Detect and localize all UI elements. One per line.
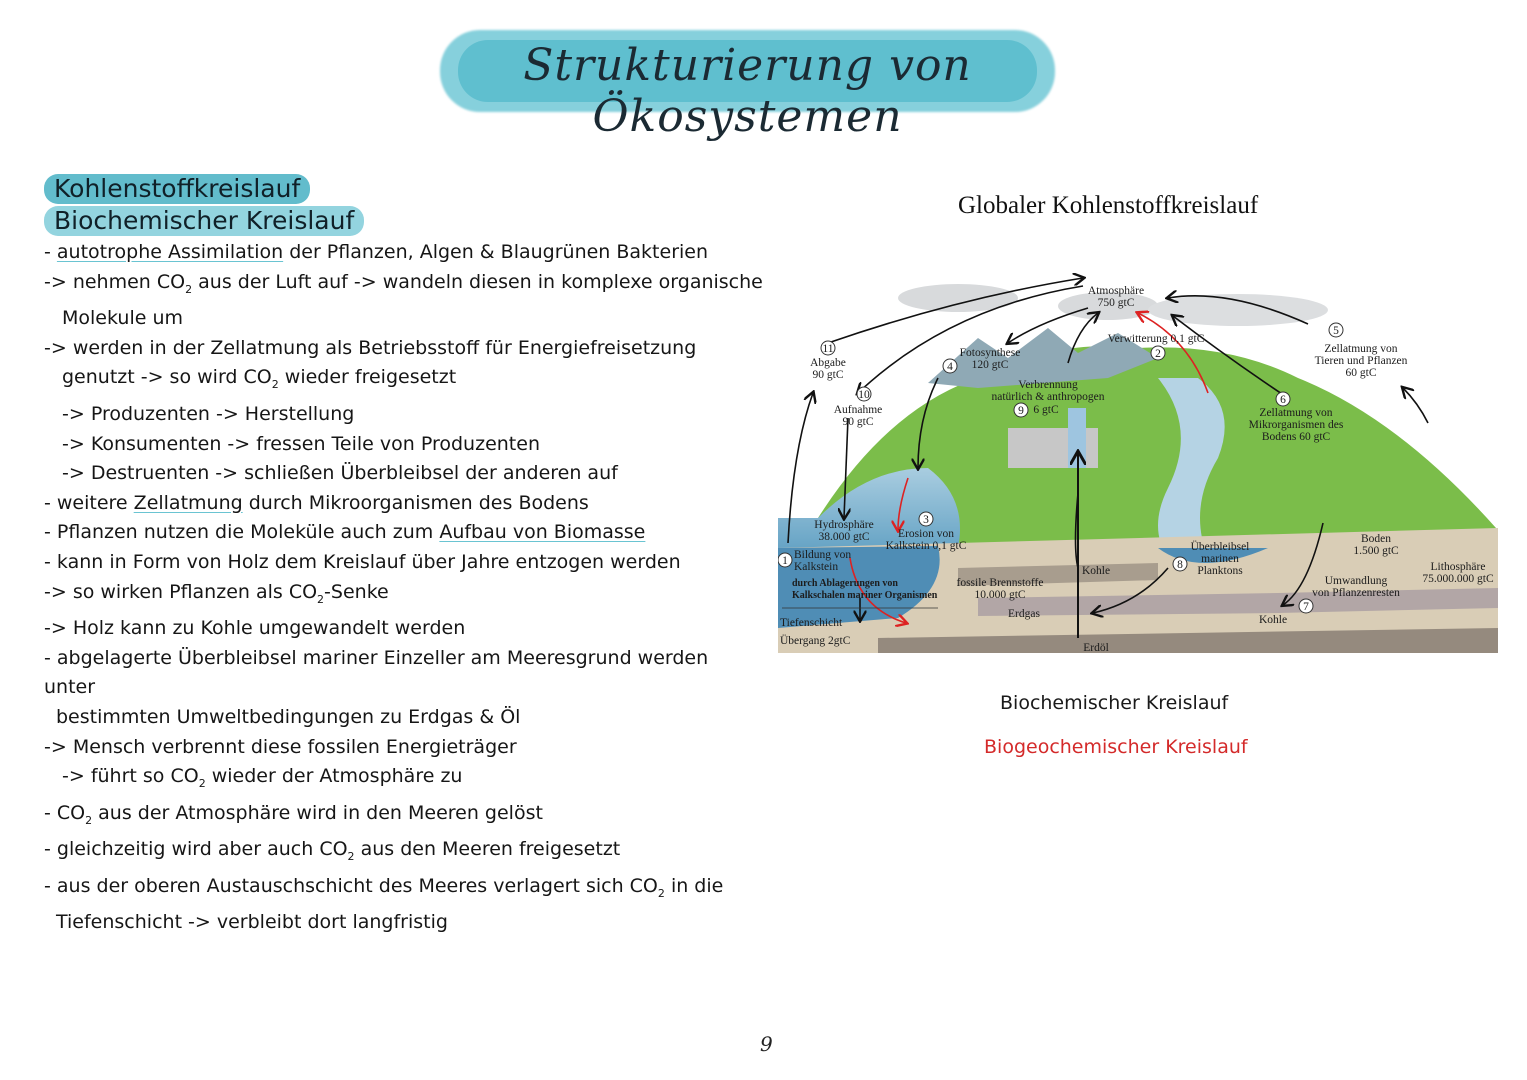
kohle-label: Kohle [1081,565,1111,577]
svg-text:10: 10 [858,389,870,401]
svg-text:8: 8 [1177,559,1183,571]
note-line [44,430,734,460]
svg-text:Planktons: Planktons [1197,565,1243,577]
note-line [44,578,734,615]
svg-text:750 gtC: 750 gtC [1097,297,1135,309]
note-line [44,733,734,763]
svg-text:Überbleibsel: Überbleibsel [1190,541,1250,553]
note-text: -> so wirken Pflanzen als CO [44,580,318,603]
caption-biogeochemical-cycle: Biogeochemischer Kreislauf [984,736,1248,758]
svg-text:Erosion von: Erosion von [898,528,954,540]
note-line [44,304,734,334]
svg-text:Kalkschalen mariner Organismen: Kalkschalen mariner Organismen [792,590,938,601]
carbon-cycle-diagram [778,268,1498,658]
svg-text:Kalkstein: Kalkstein [794,561,839,573]
note-text: aus der Atmosphäre wird in den Meeren gelöst [92,801,543,824]
svg-text:4: 4 [947,361,953,373]
svg-text:Bildung von: Bildung von [794,549,852,561]
svg-text:Atmosphäre: Atmosphäre [1087,285,1145,297]
note-text: in die [664,874,724,897]
note-line [44,334,734,364]
subscript: 2 [85,813,93,827]
svg-text:natürlich & anthropogen: natürlich & anthropogen [991,391,1105,403]
note-text: - [44,241,57,263]
svg-text:Übergang 2gtC: Übergang 2gtC [780,635,851,647]
svg-text:Lithosphäre: Lithosphäre [1430,561,1486,573]
note-line [44,673,734,703]
note-text: wieder der Atmosphäre zu [205,765,463,788]
carbon-cycle-illustration [778,268,1498,658]
svg-text:marinen: marinen [1201,553,1239,565]
erdgas-label: Erdgas [1008,608,1040,620]
svg-text:Kalkstein 0,1 gtC: Kalkstein 0,1 gtC [885,540,967,552]
svg-text:90 gtC: 90 gtC [842,416,874,428]
label-11-abgabe [810,341,846,381]
svg-text:90 gtC: 90 gtC [812,369,844,381]
note-line [44,703,734,733]
svg-text:Fotosynthese: Fotosynthese [959,347,1021,359]
underlined-term: autotrophe Assimilation [56,241,284,263]
svg-text:9: 9 [1018,405,1024,417]
svg-text:Tiefenschicht: Tiefenschicht [780,617,843,629]
svg-text:1.500 gtC: 1.500 gtC [1353,545,1399,557]
note-text: - weitere [44,491,134,514]
note-line [44,614,734,644]
note-line [44,363,734,400]
note-text: -> Mensch verbrennt diese fossilen Energieträger [44,735,517,758]
svg-text:38.000 gtC: 38.000 gtC [818,531,870,543]
note-text: - Pflanzen nutzen die Moleküle auch zum [44,521,440,544]
note-line [44,908,734,938]
note-text: Molekule um [62,307,184,330]
note-text: -> Holz kann zu Kohle umgewandelt werden [44,617,466,640]
label-10-aufnahme [834,387,883,428]
notes-column [44,174,763,938]
note-text: der Pflanzen, Algen & Blaugrünen Bakterien [283,241,709,263]
note-text: -Senke [324,580,389,603]
page-title-banner [440,18,1055,142]
note-text: -> nehmen CO [44,270,186,293]
svg-text:Hydrosphäre: Hydrosphäre [814,519,874,531]
note-text: -> Produzenten -> Herstellung [62,402,355,425]
svg-text:11: 11 [822,343,834,355]
svg-text:durch Ablagerungen von: durch Ablagerungen von [792,578,898,589]
lithosphere-label [1422,561,1494,585]
note-line [44,238,734,268]
note-line [44,644,734,674]
underlined-term: Aufbau von Biomasse [439,521,646,544]
svg-text:Zellatmung von: Zellatmung von [1259,407,1333,419]
note-text: -> Konsumenten -> fressen Teile von Produzenten [62,432,540,455]
svg-text:Verbrennung: Verbrennung [1018,379,1078,391]
notes-lines [44,238,763,938]
svg-text:10.000 gtC: 10.000 gtC [974,589,1026,601]
svg-text:Tieren und Pflanzen: Tieren und Pflanzen [1314,355,1408,367]
svg-text:fossile Brennstoffe: fossile Brennstoffe [956,577,1044,589]
note-line [44,835,734,872]
svg-text:1: 1 [782,555,788,567]
note-line [44,489,734,519]
svg-text:5: 5 [1333,325,1339,337]
subscript: 2 [198,777,206,791]
note-line [44,762,734,799]
page-title: Strukturierung von Ökosystemen [523,40,972,142]
caption-biochemical-cycle: Biochemischer Kreislauf [1000,692,1229,714]
subscript: 2 [271,378,279,392]
note-text: - abgelagerte Überbleibsel mariner Einzeller am Meeresgrund werden [44,646,709,669]
page-number: 9 [760,1032,773,1056]
note-text: unter [44,676,96,699]
note-text: aus den Meeren freigesetzt [354,838,621,861]
note-line [44,400,734,430]
svg-text:Aufnahme: Aufnahme [833,404,883,416]
svg-text:60 gtC: 60 gtC [1345,367,1377,379]
svg-text:120 gtC: 120 gtC [971,359,1009,371]
svg-text:Abgabe: Abgabe [810,357,846,369]
hydrosphere-label [814,519,873,543]
subscript: 2 [657,886,665,900]
note-text: -> werden in der Zellatmung als Betriebsstoff für Energiefreisetzung [44,336,697,359]
note-text: wieder freigesetzt [278,366,457,389]
note-line [44,518,734,548]
note-text: -> Destruenten -> schließen Überbleibsel der anderen auf [62,462,618,485]
note-line [44,268,763,305]
note-text: - kann in Form von Holz dem Kreislauf über Jahre entzogen werden [44,550,681,573]
svg-text:Umwandlung: Umwandlung [1324,575,1388,587]
kohle-label-2: Kohle [1258,614,1288,626]
note-text: -> führt so CO [62,765,199,788]
diagram-title: Globaler Kohlenstoffkreislauf [958,192,1259,219]
svg-text:75.000.000 gtC: 75.000.000 gtC [1422,573,1494,585]
subscript: 2 [317,592,325,606]
section-subheading: Biochemischer Kreislauf [44,206,364,236]
svg-text:2: 2 [1155,348,1161,360]
note-text: - aus der oberen Austauschschicht des Meeres verlagert sich CO [44,874,658,897]
subscript: 2 [347,850,355,864]
note-text: - CO [44,801,86,824]
svg-text:3: 3 [923,514,929,526]
note-text: Tiefenschicht -> verbleibt dort langfristig [56,911,448,934]
note-line [44,548,734,578]
underlined-term: Zellatmung [133,491,243,514]
svg-text:Verwitterung 0,1 gtC: Verwitterung 0,1 gtC [1107,333,1205,345]
note-text: genutzt -> so wird CO [62,366,272,389]
note-text: durch Mikroorganismen des Bodens [242,491,589,514]
label-5-zellatmung-tiere [1315,323,1408,379]
note-text: - gleichzeitig wird aber auch CO [44,838,348,861]
svg-text:Mikrorganismen des: Mikrorganismen des [1248,419,1344,431]
svg-text:7: 7 [1303,601,1309,613]
svg-text:6: 6 [1280,394,1286,406]
svg-text:Boden: Boden [1360,533,1392,545]
note-line [44,459,734,489]
note-text: aus der Luft auf -> wandeln diesen in komplexe organische [192,270,763,293]
note-text: bestimmten Umweltbedingungen zu Erdgas & Öl [56,705,521,728]
svg-text:von Pflanzenresten: von Pflanzenresten [1312,587,1400,599]
section-heading: Kohlenstoffkreislauf [44,174,310,204]
svg-text:6 gtC: 6 gtC [1033,404,1059,416]
note-line [44,872,734,909]
note-line [44,799,734,836]
svg-text:Bodens 60 gtC: Bodens 60 gtC [1261,431,1331,443]
erdoel-label: Erdöl [1083,642,1109,654]
subscript: 2 [185,282,193,296]
svg-text:Zellatmung von: Zellatmung von [1324,343,1398,355]
